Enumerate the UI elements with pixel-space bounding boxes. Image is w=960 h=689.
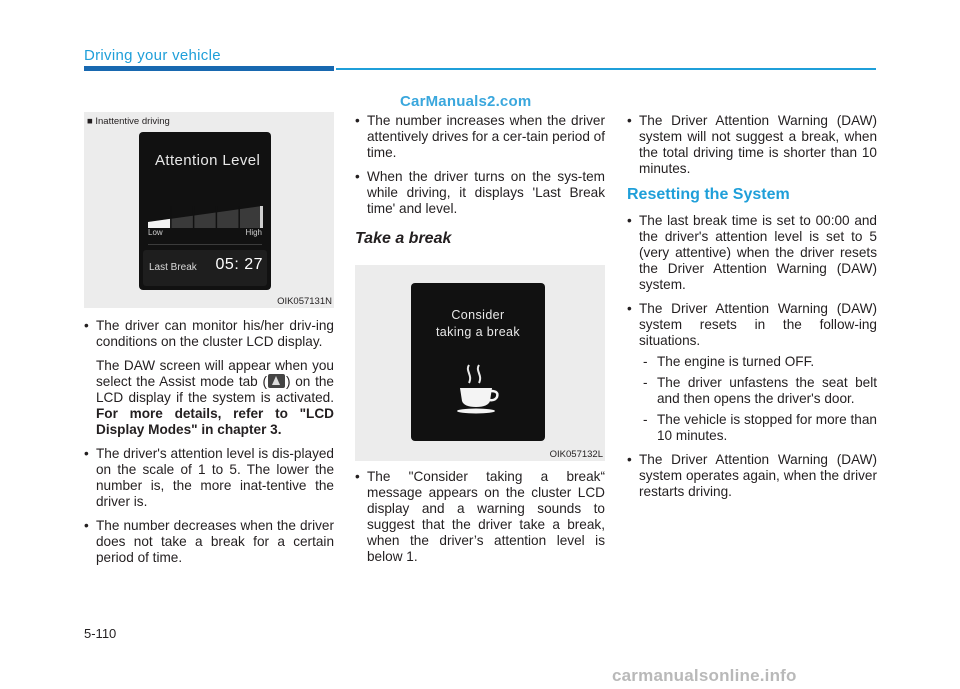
scale-high-label: High — [245, 228, 262, 237]
figure-attention-level — [84, 112, 334, 308]
scale-low-label: Low — [148, 228, 163, 237]
paragraph-text: ) on the LCD display if the system is activated. — [96, 374, 334, 405]
consider-line-1: Consider — [451, 308, 505, 322]
attention-level-bar — [148, 206, 264, 228]
paragraph-reference: For more details, refer to "LCD Display Modes" in chapter 3. — [96, 406, 334, 437]
consider-line-2: taking a break — [435, 325, 521, 339]
column-3 — [627, 113, 877, 508]
figure-caption: ■ Inattentive driving — [87, 116, 170, 127]
column-1 — [84, 318, 334, 574]
bullet-item: • When the driver turns on the sys-tem while driving, it displays 'Last Break time' and level. — [355, 169, 605, 217]
level-end-marker — [260, 206, 263, 228]
watermark-bottom[interactable]: carmanualsonline.info — [612, 666, 797, 685]
last-break-time: 05: 27 — [215, 256, 263, 273]
assist-mode-icon — [268, 374, 285, 388]
bullet-item: • The last break time is set to 00:00 and the driver's attention level is set to 5 (very attentive) when the driver resets the Driver Attention Warning (DAW) system. — [627, 213, 877, 293]
last-break-label: Last Break — [149, 262, 197, 273]
coffee-cup-icon — [455, 363, 503, 415]
bullet-item: • The number increases when the driver attentively drives for a cer-tain period of time. — [355, 113, 605, 161]
column-2-lower — [355, 469, 605, 573]
subheading-resetting: Resetting the System — [627, 186, 790, 203]
dash-item: - The driver unfastens the seat belt and then opens the driver's door. — [627, 375, 877, 407]
page-number: 5-110 — [84, 626, 117, 641]
watermark-top[interactable]: CarManuals2.com — [400, 93, 532, 110]
dash-item: - The engine is turned OFF. — [627, 354, 877, 370]
figure-code: OIK057131N — [277, 296, 332, 307]
attention-level-title: Attention Level — [155, 152, 261, 169]
level-fill — [148, 219, 171, 228]
figure-consider-break — [355, 265, 605, 461]
header-rule-dark — [84, 66, 334, 71]
bullet-item: • The driver's attention level is dis-played on the scale of 1 to 5. The lower the number is, the more inat-tentive the driver is. — [84, 446, 334, 510]
column-2 — [355, 113, 605, 259]
paragraph-text: The DAW screen will appear when you select the Assist mode tab ( — [96, 358, 334, 389]
figure-code: OIK057132L — [549, 449, 603, 460]
bullet-item: • The driver can monitor his/her driv-ing conditions on the cluster LCD display. — [84, 318, 334, 350]
bullet-item: • The Driver Attention Warning (DAW) system resets in the follow-ing situations. — [627, 301, 877, 349]
bullet-item: • The number decreases when the driver does not take a break for a certain period of time. — [84, 518, 334, 566]
dash-item: - The vehicle is stopped for more than 10 minutes. — [627, 412, 877, 444]
bullet-item: • The Driver Attention Warning (DAW) system will not suggest a break, when the total driving time is shorter than 10 minutes. — [627, 113, 877, 177]
attention-level-screen — [139, 132, 271, 290]
section-title: Driving your vehicle — [84, 47, 221, 64]
bullet-item: • The Driver Attention Warning (DAW) system operates again, when the driver restarts driving. — [627, 452, 877, 500]
bullet-item: • The "Consider taking a break“ message appears on the cluster LCD display and a warning sounds to suggest that the driver take a break, when the driver’s attention level is below 1. — [355, 469, 605, 565]
subheading-take-a-break: Take a break — [355, 230, 452, 247]
screen-divider — [148, 244, 262, 245]
paragraph-daw-screen — [84, 358, 334, 438]
consider-break-screen — [411, 283, 545, 441]
header-rule-light — [336, 68, 876, 70]
